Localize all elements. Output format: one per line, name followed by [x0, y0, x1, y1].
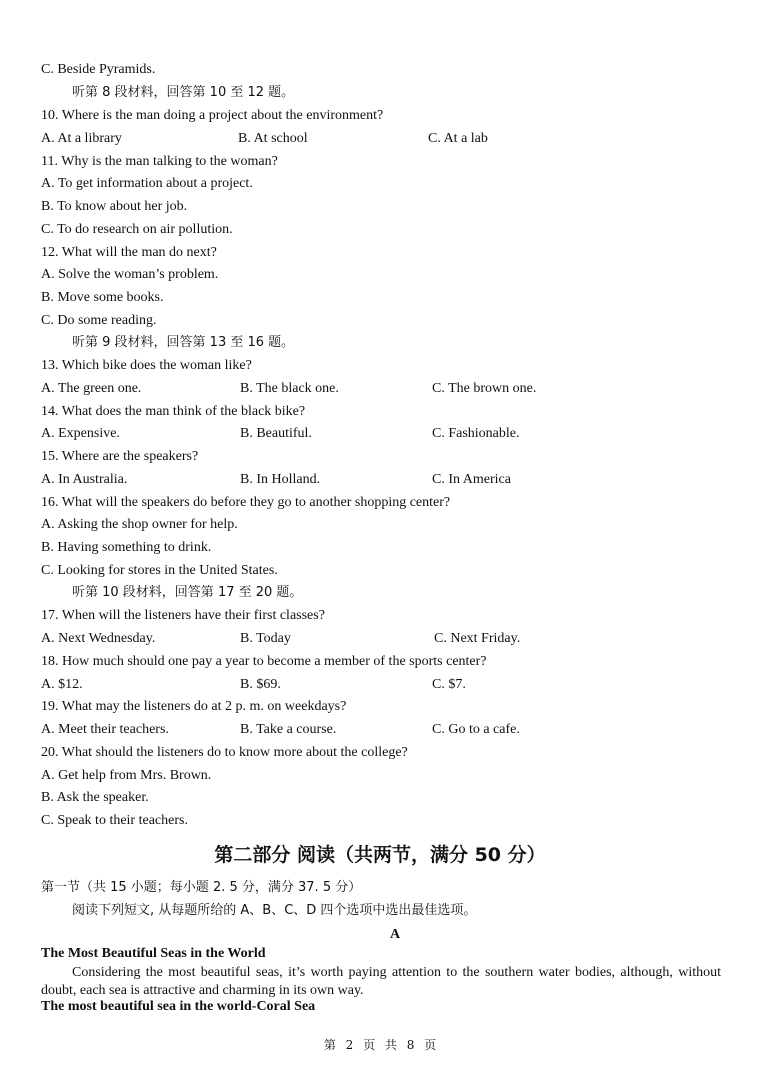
question-19: 19. What may the listeners do at 2 p. m. on weekdays?: [41, 699, 347, 714]
q16-option-c: C. Looking for stores in the United States.: [41, 563, 278, 578]
q18-option-a: A. $12.: [41, 677, 83, 692]
page-footer: 第 2 页 共 8 页: [323, 1038, 437, 1052]
section-instruction-9: 听第 9 段材料，回答第 13 至 16 题。: [72, 335, 295, 350]
reading-instruction: 阅读下列短文, 从每题所给的 A、B、C、D 四个选项中选出最佳选项。: [72, 903, 477, 918]
question-13: 13. Which bike does the woman like?: [41, 358, 252, 373]
question-17: 17. When will the listeners have their first classes?: [41, 608, 325, 623]
q14-option-c: C. Fashionable.: [432, 426, 520, 441]
q13-option-a: A. The green one.: [41, 381, 142, 396]
q18-option-c: C. $7.: [432, 677, 466, 692]
q18-option-b: B. $69.: [240, 677, 281, 692]
q15-option-a: A. In Australia.: [41, 472, 128, 487]
q13-option-c: C. The brown one.: [432, 381, 537, 396]
q12-option-c: C. Do some reading.: [41, 313, 157, 328]
q12-option-a: A. Solve the woman’s problem.: [41, 267, 219, 282]
q9-option-c: C. Beside Pyramids.: [41, 62, 156, 77]
q17-option-a: A. Next Wednesday.: [41, 631, 156, 646]
q19-option-a: A. Meet their teachers.: [41, 722, 169, 737]
question-20: 20. What should the listeners do to know more about the college?: [41, 745, 408, 760]
q16-option-a: A. Asking the shop owner for help.: [41, 517, 238, 532]
q15-option-c: C. In America: [432, 472, 511, 487]
q10-option-b: B. At school: [238, 131, 308, 146]
q20-option-c: C. Speak to their teachers.: [41, 813, 188, 828]
q11-option-c: C. To do research on air pollution.: [41, 222, 233, 237]
section-instruction-10: 听第 10 段材料，回答第 17 至 20 题。: [72, 585, 303, 600]
q19-option-c: C. Go to a cafe.: [432, 722, 520, 737]
q20-option-b: B. Ask the speaker.: [41, 790, 149, 805]
q14-option-a: A. Expensive.: [41, 426, 120, 441]
q19-option-b: B. Take a course.: [240, 722, 337, 737]
q17-option-b: B. Today: [240, 631, 291, 646]
q16-option-b: B. Having something to drink.: [41, 540, 212, 555]
question-11: 11. Why is the man talking to the woman?: [41, 154, 278, 169]
q15-option-b: B. In Holland.: [240, 472, 321, 487]
passage-subheading: The most beautiful sea in the world-Coral Sea: [41, 999, 316, 1014]
passage-letter: A: [389, 927, 401, 942]
q12-option-b: B. Move some books.: [41, 290, 164, 305]
passage-paragraph: Considering the most beautiful seas, it’s worth paying attention to the southern water bodies, although, without doubt, each sea is attractive and charming in its own way.: [41, 965, 721, 998]
question-18: 18. How much should one pay a year to become a member of the sports center?: [41, 654, 487, 669]
q10-option-c: C. At a lab: [428, 131, 488, 146]
q20-option-a: A. Get help from Mrs. Brown.: [41, 768, 212, 783]
part-two-title: 第二部分 阅读（共两节，满分 50 分）: [214, 844, 546, 866]
q11-option-a: A. To get information about a project.: [41, 176, 253, 191]
question-15: 15. Where are the speakers?: [41, 449, 199, 464]
question-16: 16. What will the speakers do before they go to another shopping center?: [41, 495, 451, 510]
question-12: 12. What will the man do next?: [41, 245, 217, 260]
q11-option-b: B. To know about her job.: [41, 199, 188, 214]
q13-option-b: B. The black one.: [240, 381, 339, 396]
q10-option-a: A. At a library: [41, 131, 122, 146]
question-10: 10. Where is the man doing a project about the environment?: [41, 108, 384, 123]
section-one-header: 第一节（共 15 小题；每小题 2. 5 分，满分 37. 5 分）: [41, 880, 362, 895]
q14-option-b: B. Beautiful.: [240, 426, 312, 441]
passage-title: The Most Beautiful Seas in the World: [41, 946, 266, 961]
question-14: 14. What does the man think of the black bike?: [41, 404, 306, 419]
q17-option-c: C. Next Friday.: [434, 631, 521, 646]
section-instruction-8: 听第 8 段材料，回答第 10 至 12 题。: [72, 85, 295, 100]
